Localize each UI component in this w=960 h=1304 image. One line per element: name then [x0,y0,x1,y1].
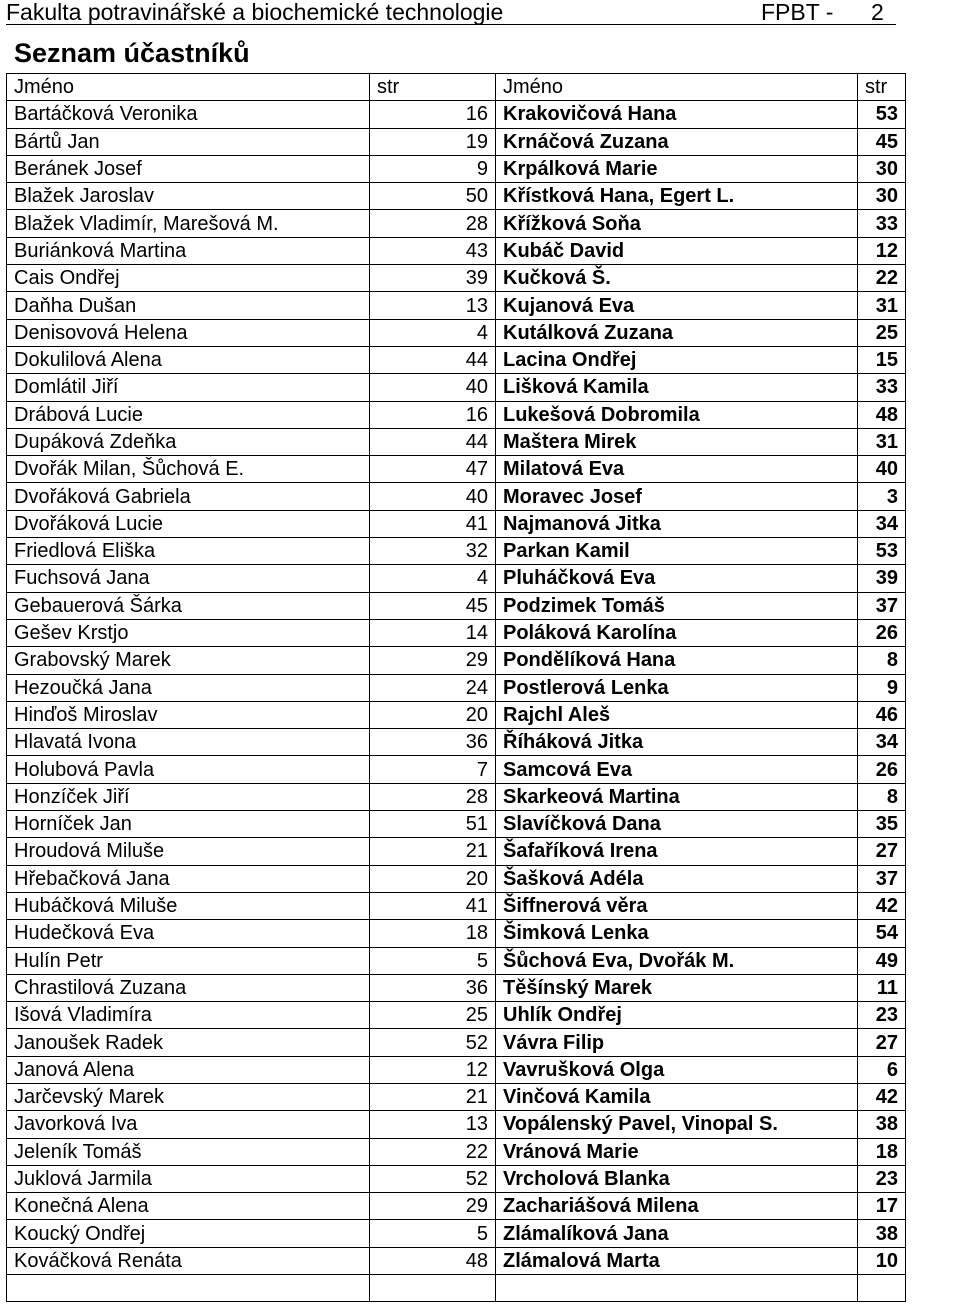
column-header-page: str [858,74,906,101]
participant-name: Zlámalová Marta [496,1247,858,1274]
participant-name: Chrastilová Zuzana [7,974,370,1001]
participant-page: 23 [858,1165,906,1192]
participant-name [496,1275,858,1302]
table-row [7,210,906,237]
participant-name: Šiffnerová věra [496,892,858,919]
column-header-page: str [370,74,496,101]
participant-page: 4 [370,565,496,592]
participant-name: Krpálková Marie [496,155,858,182]
participant-name: Křístková Hana, Egert L. [496,183,858,210]
participant-name: Vránová Marie [496,1138,858,1165]
table-row [7,510,906,537]
participant-name: Vávra Filip [496,1029,858,1056]
participant-page: 22 [370,1138,496,1165]
participant-page: 12 [370,1056,496,1083]
table-row [7,783,906,810]
participant-name: Kutálková Zuzana [496,319,858,346]
participant-page: 3 [858,483,906,510]
faculty-name: Fakulta potravinářské a biochemické technologie [6,0,504,25]
participant-name: Horníček Jan [7,811,370,838]
participant-name: Honzíček Jiří [7,783,370,810]
participant-name: Hudečková Eva [7,920,370,947]
participant-page: 51 [370,811,496,838]
table-row [7,292,906,319]
participant-page: 20 [370,865,496,892]
participant-name: Denisovová Helena [7,319,370,346]
table-row [7,183,906,210]
table-row [7,838,906,865]
participant-page: 33 [858,210,906,237]
participant-page: 37 [858,592,906,619]
participant-page: 18 [858,1138,906,1165]
participant-page: 37 [858,865,906,892]
participant-name: Poláková Karolína [496,619,858,646]
participant-page: 29 [370,647,496,674]
participant-name: Krnáčová Zuzana [496,128,858,155]
table-row [7,1002,906,1029]
participant-page: 43 [370,237,496,264]
participant-name: Šimková Lenka [496,920,858,947]
participant-name: Podzimek Tomáš [496,592,858,619]
table-row [7,674,906,701]
participant-page: 27 [858,1029,906,1056]
participant-page: 38 [858,1220,906,1247]
participant-page: 41 [370,510,496,537]
participant-name: Hulín Petr [7,947,370,974]
table-row [7,1138,906,1165]
table-row [7,237,906,264]
table-row [7,729,906,756]
participant-name: Zlámalíková Jana [496,1220,858,1247]
participant-page: 33 [858,374,906,401]
table-row [7,101,906,128]
participant-page: 4 [370,319,496,346]
participant-name: Blažek Vladimír, Marešová M. [7,210,370,237]
participant-name: Milatová Eva [496,456,858,483]
participant-name: Parkan Kamil [496,538,858,565]
participant-page: 42 [858,892,906,919]
table-row [7,1111,906,1138]
participant-name: Šafaříková Irena [496,838,858,865]
table-row [7,374,906,401]
participant-name: Zachariášová Milena [496,1193,858,1220]
table-row [7,1029,906,1056]
participant-name: Janová Alena [7,1056,370,1083]
document-header [6,0,896,25]
participant-name: Hřebačková Jana [7,865,370,892]
participant-name: Vrcholová Blanka [496,1165,858,1192]
participant-page: 6 [858,1056,906,1083]
table-row [7,1083,906,1110]
participant-page: 13 [370,292,496,319]
participant-name: Buriánková Martina [7,237,370,264]
table-row [7,947,906,974]
table-row [7,1165,906,1192]
participant-page: 30 [858,155,906,182]
participant-page: 40 [370,483,496,510]
participant-page: 19 [370,128,496,155]
participants-table [6,73,906,1302]
participant-page: 26 [858,756,906,783]
participant-name: Friedlová Eliška [7,538,370,565]
participant-page: 9 [858,674,906,701]
participant-page: 45 [858,128,906,155]
table-row [7,1056,906,1083]
participant-page: 26 [858,619,906,646]
participant-name: Skarkeová Martina [496,783,858,810]
participant-name: Říháková Jitka [496,729,858,756]
participant-name: Křížková Soňa [496,210,858,237]
participant-page: 27 [858,838,906,865]
participant-name: Najmanová Jitka [496,510,858,537]
participant-name: Gebauerová Šárka [7,592,370,619]
participant-page: 16 [370,401,496,428]
table-row [7,619,906,646]
participant-name: Lukešová Dobromila [496,401,858,428]
table-row [7,428,906,455]
participant-name: Dupáková Zdeňka [7,428,370,455]
participant-name: Kučková Š. [496,265,858,292]
participant-page: 48 [370,1247,496,1274]
participant-page: 31 [858,292,906,319]
participant-name: Hinďoš Miroslav [7,701,370,728]
participant-name: Domlátil Jiří [7,374,370,401]
table-row [7,920,906,947]
participant-name: Pluháčková Eva [496,565,858,592]
participant-name: Dokulilová Alena [7,346,370,373]
participant-page: 46 [858,701,906,728]
participant-page: 20 [370,701,496,728]
participant-name: Blažek Jaroslav [7,183,370,210]
participant-page: 44 [370,428,496,455]
participant-page: 49 [858,947,906,974]
table-header-row [7,74,906,101]
participant-name: Hlavatá Ivona [7,729,370,756]
participant-name: Jeleník Tomáš [7,1138,370,1165]
participant-page: 17 [858,1193,906,1220]
participant-page: 40 [858,456,906,483]
participant-name: Dvořák Milan, Šůchová E. [7,456,370,483]
participant-page: 18 [370,920,496,947]
participant-page: 28 [370,210,496,237]
table-row [7,538,906,565]
participant-page: 9 [370,155,496,182]
participant-name: Javorková Iva [7,1111,370,1138]
participant-page: 39 [858,565,906,592]
page-title: Seznam účastníků [14,38,250,68]
table-row [7,974,906,1001]
table-row [7,319,906,346]
participant-name: Išová Vladimíra [7,1002,370,1029]
participant-page: 48 [858,401,906,428]
table-row [7,128,906,155]
participant-page: 34 [858,729,906,756]
participant-name: Janoušek Radek [7,1029,370,1056]
participant-name: Kujanová Eva [496,292,858,319]
table-row [7,1247,906,1274]
participant-page: 25 [370,1002,496,1029]
column-header-name: Jméno [496,74,858,101]
participant-page: 12 [858,237,906,264]
participant-name: Koucký Ondřej [7,1220,370,1247]
table-row [7,647,906,674]
participant-name: Pondělíková Hana [496,647,858,674]
participant-name: Slavíčková Dana [496,811,858,838]
participant-name: Gešev Krstjo [7,619,370,646]
participant-page: 45 [370,592,496,619]
participant-name: Dvořáková Gabriela [7,483,370,510]
participant-name: Lacina Ondřej [496,346,858,373]
participant-name: Holubová Pavla [7,756,370,783]
participant-page: 21 [370,1083,496,1110]
participant-name: Samcová Eva [496,756,858,783]
participant-name: Moravec Josef [496,483,858,510]
table-row [7,456,906,483]
participant-name: Uhlík Ondřej [496,1002,858,1029]
participant-page: 47 [370,456,496,483]
participant-name: Cais Ondřej [7,265,370,292]
participant-name: Maštera Mirek [496,428,858,455]
participant-page: 24 [370,674,496,701]
participant-page: 7 [370,756,496,783]
participant-page: 11 [858,974,906,1001]
table-row [7,756,906,783]
page-number: 2 [871,0,884,25]
participant-page: 10 [858,1247,906,1274]
participant-name: Konečná Alena [7,1193,370,1220]
participant-page: 34 [858,510,906,537]
participant-name: Postlerová Lenka [496,674,858,701]
participant-page: 52 [370,1165,496,1192]
participant-name: Jarčevský Marek [7,1083,370,1110]
participant-page: 39 [370,265,496,292]
faculty-code: FPBT - [761,0,834,25]
participant-name: Hroudová Miluše [7,838,370,865]
participant-page: 5 [370,947,496,974]
table-row [7,892,906,919]
table-row [7,811,906,838]
participant-name: Hezoučká Jana [7,674,370,701]
participant-name: Krakovičová Hana [496,101,858,128]
participant-name: Juklová Jarmila [7,1165,370,1192]
table-row [7,1275,906,1302]
participant-name: Bártů Jan [7,128,370,155]
participant-page: 44 [370,346,496,373]
participant-name: Rajchl Aleš [496,701,858,728]
participant-page: 38 [858,1111,906,1138]
participant-page [370,1275,496,1302]
participant-name: Bartáčková Veronika [7,101,370,128]
participant-name: Dvořáková Lucie [7,510,370,537]
participant-page: 5 [370,1220,496,1247]
participant-page [858,1275,906,1302]
participant-page: 8 [858,647,906,674]
participant-page: 28 [370,783,496,810]
participant-name: Drábová Lucie [7,401,370,428]
participant-page: 54 [858,920,906,947]
participant-page: 53 [858,538,906,565]
participant-name [7,1275,370,1302]
participant-page: 14 [370,619,496,646]
column-header-name: Jméno [7,74,370,101]
participant-page: 40 [370,374,496,401]
table-row [7,483,906,510]
participant-page: 30 [858,183,906,210]
participant-page: 53 [858,101,906,128]
participant-page: 13 [370,1111,496,1138]
participant-name: Vopálenský Pavel, Vinopal S. [496,1111,858,1138]
participant-name: Šůchová Eva, Dvořák M. [496,947,858,974]
table-row [7,1193,906,1220]
participant-name: Daňha Dušan [7,292,370,319]
participant-page: 36 [370,974,496,1001]
participant-page: 29 [370,1193,496,1220]
participant-name: Kováčková Renáta [7,1247,370,1274]
participant-page: 41 [370,892,496,919]
table-row [7,865,906,892]
participant-page: 22 [858,265,906,292]
participant-page: 15 [858,346,906,373]
participant-name: Grabovský Marek [7,647,370,674]
table-row [7,701,906,728]
participant-name: Vinčová Kamila [496,1083,858,1110]
participant-name: Těšínský Marek [496,974,858,1001]
participant-page: 25 [858,319,906,346]
participant-page: 35 [858,811,906,838]
participant-name: Kubáč David [496,237,858,264]
participant-page: 32 [370,538,496,565]
participant-name: Šašková Adéla [496,865,858,892]
participant-name: Vavrušková Olga [496,1056,858,1083]
table-row [7,346,906,373]
participant-name: Fuchsová Jana [7,565,370,592]
table-row [7,155,906,182]
participant-page: 52 [370,1029,496,1056]
participant-page: 8 [858,783,906,810]
participant-page: 36 [370,729,496,756]
participant-page: 16 [370,101,496,128]
table-row [7,1220,906,1247]
table-row [7,265,906,292]
participant-page: 23 [858,1002,906,1029]
table-row [7,592,906,619]
participant-name: Hubáčková Miluše [7,892,370,919]
participant-page: 42 [858,1083,906,1110]
participant-name: Beránek Josef [7,155,370,182]
table-row [7,565,906,592]
participant-page: 31 [858,428,906,455]
participant-name: Lišková Kamila [496,374,858,401]
participant-page: 21 [370,838,496,865]
table-row [7,401,906,428]
participant-page: 50 [370,183,496,210]
